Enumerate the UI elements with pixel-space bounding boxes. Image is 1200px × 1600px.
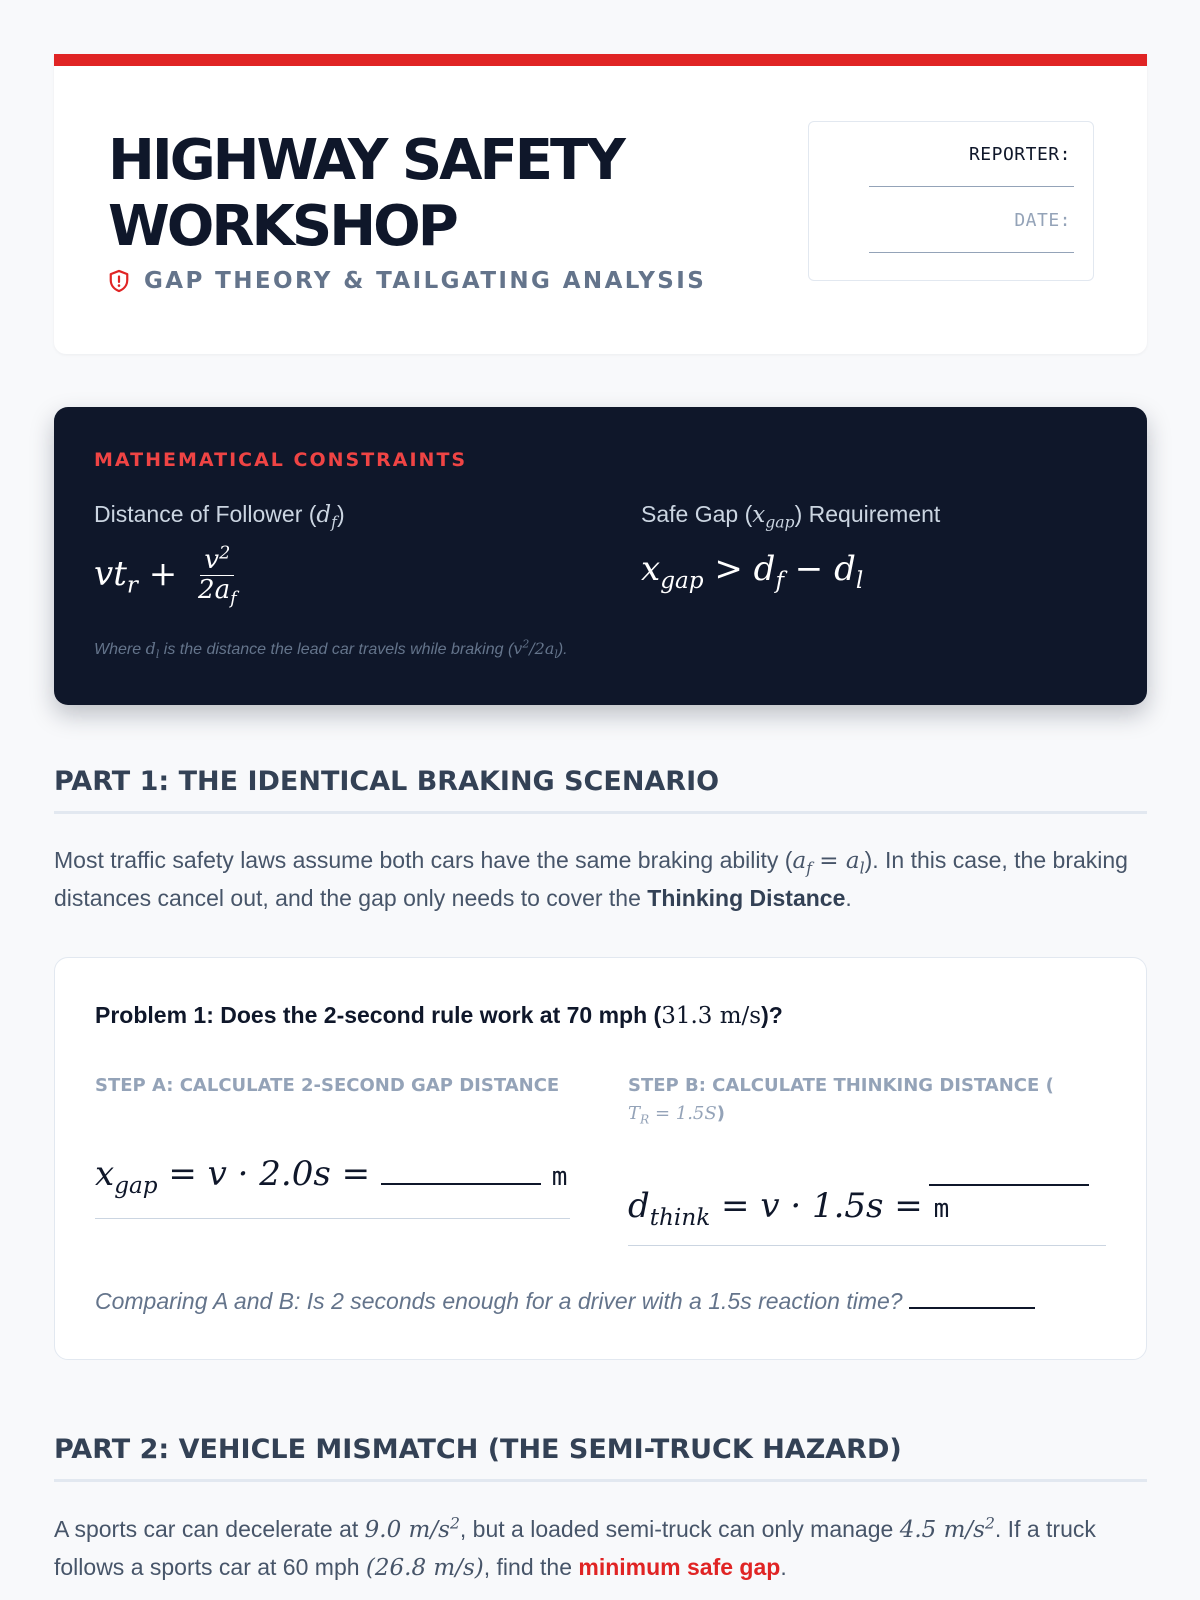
subtitle-row (108, 268, 706, 294)
constraints-note: Where $d_l$ is the distance the lead car travels while braking $(v^2/2a_l)$. (94, 637, 568, 662)
part2-title: PART 2: VEHICLE MISMATCH (THE SEMI-TRUCK HAZARD) (54, 1434, 1147, 1482)
reporter-label: REPORTER: (968, 144, 1071, 165)
follower-heading: Distance of Follower $(d_f)$ (94, 501, 345, 532)
step-a-answer[interactable] (381, 1183, 541, 1185)
compare-answer[interactable] (909, 1307, 1035, 1309)
page-subtitle: GAP THEORY & TAILGATING ANALYSIS (144, 268, 707, 294)
reporter-box (808, 121, 1094, 281)
step-b-equation: $d_{think} = v \cdot 1.5s = m$ (628, 1186, 950, 1231)
date-field[interactable] (869, 252, 1074, 253)
step-b-unit: m (933, 1194, 950, 1224)
step-b-underline (628, 1245, 1106, 1246)
date-label: DATE: (1014, 210, 1071, 231)
page-title: HIGHWAY SAFETY WORKSHOP (108, 128, 623, 259)
constraints-label: MATHEMATICAL CONSTRAINTS (94, 449, 468, 471)
part1-text: Most traffic safety laws assume both cars have the same braking ability $(a_f = a_l)$. In this case, the braking distances cancel out, and the gap only needs to cover the Thinking Distance. (54, 847, 1128, 911)
step-a-label: STEP A: CALCULATE 2-SECOND GAP DISTANCE (95, 1075, 560, 1096)
part1-title: PART 1: THE IDENTICAL BRAKING SCENARIO (54, 766, 1147, 814)
safe-gap-formula: $x_{gap} > d_f - d_l$ (641, 549, 864, 594)
constraints-card (54, 407, 1147, 705)
step-b-answer[interactable] (929, 1184, 1089, 1186)
part2-text: A sports car can decelerate at 9.0 $m/s^2$, but a loaded semi-truck can only manage 4.5 $m/s^2$. If a truck follows a sports car at 60 mph (26.8 m/s), find the minimum safe gap. (54, 1513, 1096, 1581)
step-a-unit: m (551, 1162, 568, 1192)
step-b-label: STEP B: CALCULATE THINKING DISTANCE ( $T_R = 1.5S$) (628, 1075, 1054, 1127)
reporter-field[interactable] (869, 186, 1074, 187)
shield-alert-icon (108, 269, 130, 293)
follower-formula: $vt_r$ + $\frac{v^2}{2a_f}$ (94, 543, 237, 610)
safe-gap-heading: Safe Gap $(x_{gap})$ Requirement (641, 501, 941, 532)
compare-question: Comparing A and B: Is 2 seconds enough for a driver with a 1.5s reaction time? (95, 1288, 1035, 1315)
problem1-title: Problem 1: Does the 2-second rule work at 70 mph (31.3 m/s)? (95, 1002, 783, 1029)
step-a-underline (95, 1218, 570, 1219)
header-card (54, 54, 1147, 354)
problem1-card (54, 957, 1147, 1360)
step-a-equation: $x_{gap} = v \cdot 2.0s = m$ (95, 1154, 568, 1199)
